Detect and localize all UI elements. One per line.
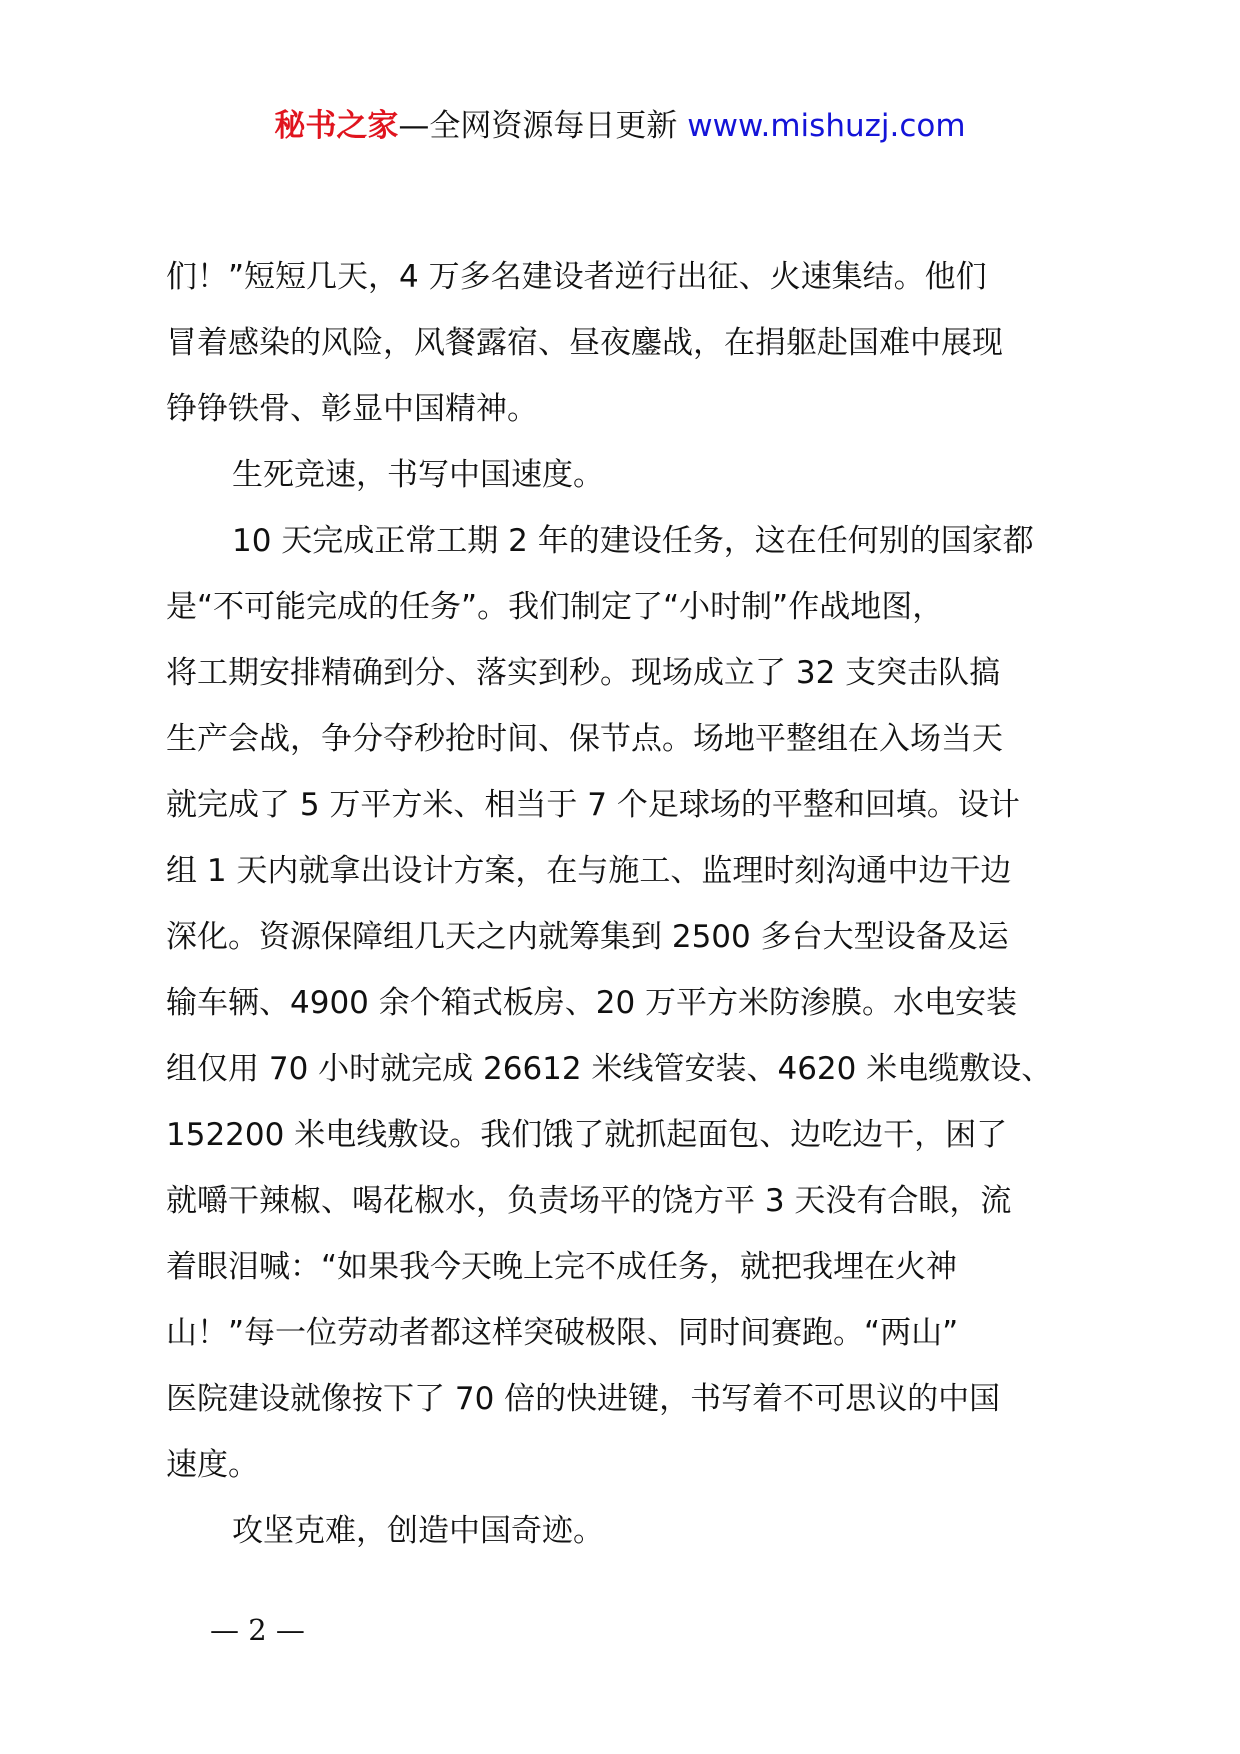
text-line: 就嚼干辣椒、喝花椒水，负责场平的饶方平 3 天没有合眼，流: [166, 1183, 1012, 1219]
text-line: 攻坚克难，创造中国奇迹。: [232, 1513, 604, 1549]
text-line: 生死竞速，书写中国速度。: [232, 457, 604, 493]
site-url-link[interactable]: www.mishuzj.com: [687, 108, 966, 144]
text-line: 是“不可能完成的任务”。我们制定了“小时制”作战地图，: [166, 589, 944, 625]
section-heading-speed: [166, 442, 1086, 508]
text-line: 组 1 天内就拿出设计方案，在与施工、监理时刻沟通中边干边: [166, 853, 1012, 889]
body-text: [166, 244, 1086, 1564]
text-line: 着眼泪喊：“如果我今天晚上完不成任务，就把我埋在火神: [166, 1249, 958, 1285]
text-line: 速度。: [166, 1447, 259, 1483]
text-line: 医院建设就像按下了 70 倍的快进键，书写着不可思议的中国: [166, 1381, 1001, 1417]
text-line: 深化。资源保障组几天之内就筹集到 2500 多台大型设备及运: [166, 919, 1009, 955]
site-header: [0, 104, 1240, 148]
text-line: 组仅用 70 小时就完成 26612 米线管安装、4620 米电缆敷设、: [166, 1051, 1053, 1087]
text-line: 铮铮铁骨、彰显中国精神。: [166, 391, 538, 427]
brand-name: 秘书之家: [274, 108, 399, 144]
text-line: 生产会战，争分夺秒抢时间、保节点。场地平整组在入场当天: [166, 721, 1003, 757]
text-line: 输车辆、4900 余个箱式板房、20 万平方米防渗膜。水电安装: [166, 985, 1018, 1021]
text-line: 10 天完成正常工期 2 年的建设任务，这在任何别的国家都: [232, 523, 1034, 559]
text-line: 152200 米电线敷设。我们饿了就抓起面包、边吃边干，困了: [166, 1117, 1008, 1153]
paragraph-continuation: [166, 244, 1086, 442]
text-line: 冒着感染的风险，风餐露宿、昼夜鏖战，在捐躯赴国难中展现: [166, 325, 1003, 361]
header-tagline: —全网资源每日更新: [398, 108, 678, 144]
text-line: 们！”短短几天，4 万多名建设者逆行出征、火速集结。他们: [166, 259, 987, 295]
text-line: 山！”每一位劳动者都这样突破极限、同时间赛跑。“两山”: [166, 1315, 959, 1351]
page-number: — 2 —: [210, 1613, 305, 1647]
text-line: 就完成了 5 万平方米、相当于 7 个足球场的平整和回填。设计: [166, 787, 1020, 823]
section-heading-miracle: [166, 1498, 1086, 1564]
paragraph-speed: [166, 508, 1086, 1498]
text-line: 将工期安排精确到分、落实到秒。现场成立了 32 支突击队搞: [166, 655, 1001, 691]
